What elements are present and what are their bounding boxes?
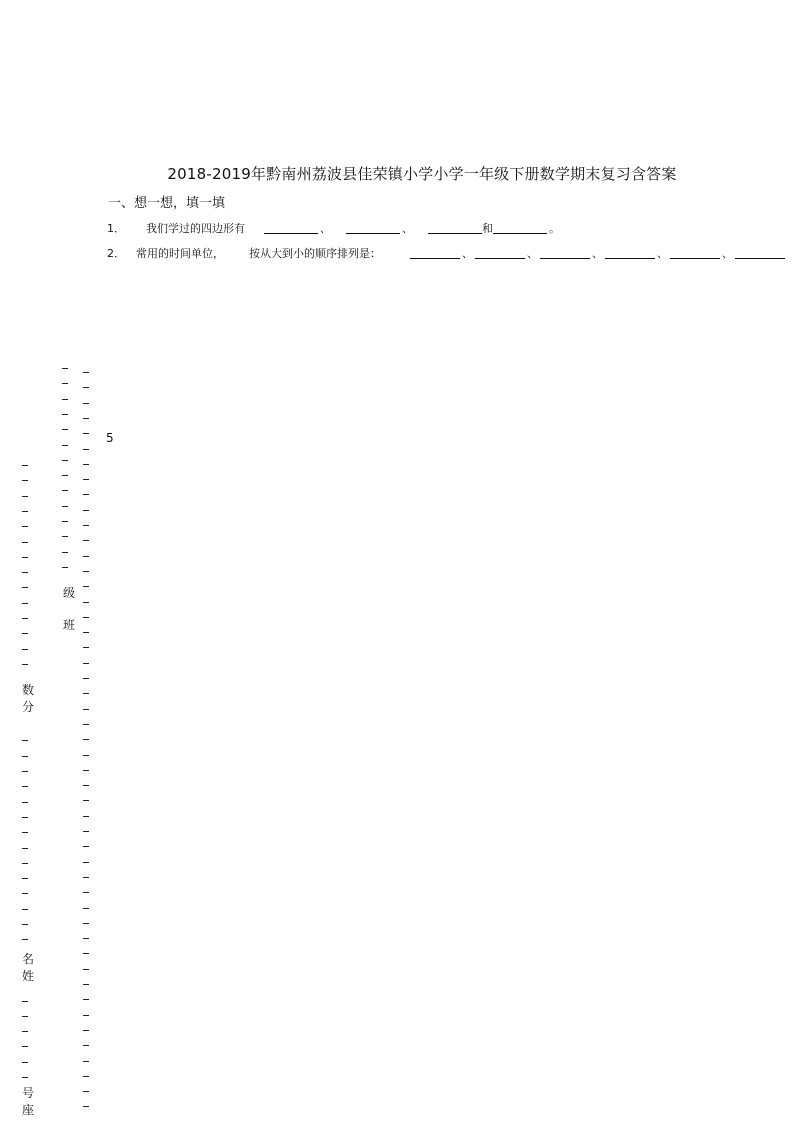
binding-dash [22, 572, 28, 573]
binding-dash [83, 449, 89, 450]
binding-dash [83, 862, 89, 863]
binding-dash [83, 1106, 89, 1107]
binding-dash [83, 571, 89, 572]
binding-dash [22, 618, 28, 619]
binding-dash [62, 536, 68, 537]
binding-dash [22, 1077, 28, 1078]
binding-dash [22, 664, 28, 665]
binding-dash [83, 372, 89, 373]
binding-dash [83, 953, 89, 954]
binding-dash [22, 603, 28, 604]
binding-dash [22, 557, 28, 558]
binding-dash [83, 433, 89, 434]
name-label-2: 姓 [22, 969, 35, 983]
binding-dash [83, 846, 89, 847]
binding-dash [83, 1030, 89, 1031]
question-text-2: 按从大到小的顺序排列是： [249, 247, 381, 260]
binding-dash [62, 567, 68, 568]
answer-blank[interactable] [410, 258, 460, 259]
binding-dash [22, 756, 28, 757]
binding-dash [62, 429, 68, 430]
score-label-2: 分 [22, 700, 35, 714]
question-text: 我们学过的四边形有 [146, 222, 245, 235]
binding-dash [22, 1046, 28, 1047]
binding-dash [22, 649, 28, 650]
binding-dash [83, 938, 89, 939]
binding-dash [83, 586, 89, 587]
binding-dash [83, 1045, 89, 1046]
binding-dash [83, 755, 89, 756]
binding-dash [22, 526, 28, 527]
binding-dash [83, 785, 89, 786]
binding-dash [83, 525, 89, 526]
binding-dash [83, 770, 89, 771]
binding-dash [83, 1061, 89, 1062]
binding-dash [22, 1031, 28, 1032]
binding-dash [83, 724, 89, 725]
answer-blank[interactable] [735, 258, 785, 259]
binding-dash [83, 1076, 89, 1077]
binding-dash [83, 403, 89, 404]
binding-dash [22, 542, 28, 543]
answer-blank[interactable] [493, 233, 547, 234]
binding-dash [83, 877, 89, 878]
binding-dash [22, 496, 28, 497]
answer-blank[interactable] [605, 258, 655, 259]
question-5-number: 5 [106, 431, 114, 445]
class-label-1: 级 [63, 586, 76, 600]
binding-dash [62, 552, 68, 553]
binding-dash [83, 800, 89, 801]
binding-dash [83, 923, 89, 924]
binding-dash [22, 1016, 28, 1017]
binding-dash [22, 863, 28, 864]
question-1: 1． 我们学过的四边形有 、 、 和 。 [107, 222, 560, 235]
binding-dash [22, 480, 28, 481]
binding-dash [83, 540, 89, 541]
binding-dash [83, 479, 89, 480]
binding-dash [83, 602, 89, 603]
question-number: 2． [107, 247, 125, 260]
binding-dash [83, 617, 89, 618]
binding-dash [83, 387, 89, 388]
binding-dash [83, 494, 89, 495]
name-label-1: 名 [22, 952, 35, 966]
binding-dash [22, 511, 28, 512]
binding-dash [22, 633, 28, 634]
page-title: 2018-2019年黔南州荔波县佳荣镇小学小学一年级下册数学期末复习含答案 [167, 165, 677, 183]
answer-blank[interactable] [346, 233, 400, 234]
binding-dash [22, 802, 28, 803]
score-label-1: 数 [22, 683, 35, 697]
binding-dash [83, 663, 89, 664]
binding-dash [83, 510, 89, 511]
answer-blank[interactable] [670, 258, 720, 259]
binding-dash [62, 506, 68, 507]
binding-dash [83, 693, 89, 694]
binding-dash [22, 909, 28, 910]
binding-dash [22, 771, 28, 772]
answer-blank[interactable] [540, 258, 590, 259]
binding-dash [22, 893, 28, 894]
binding-dash [22, 924, 28, 925]
binding-dash [83, 647, 89, 648]
seat-label-2: 座 [22, 1103, 35, 1117]
binding-dash [62, 490, 68, 491]
binding-dash [83, 999, 89, 1000]
section-heading: 一、想一想，填一填 [108, 196, 226, 211]
binding-dash [22, 939, 28, 940]
binding-dash [62, 521, 68, 522]
binding-dash [22, 817, 28, 818]
question-text: 常用的时间单位， [136, 247, 224, 260]
answer-blank[interactable] [264, 233, 318, 234]
seat-label-1: 号 [22, 1086, 35, 1100]
question-number: 1． [107, 222, 125, 235]
binding-dash [83, 418, 89, 419]
binding-dash [83, 908, 89, 909]
answer-blank[interactable] [475, 258, 525, 259]
binding-dash [22, 878, 28, 879]
binding-dash [62, 399, 68, 400]
binding-dash [22, 1062, 28, 1063]
binding-dash [83, 556, 89, 557]
class-label-2: 班 [63, 618, 76, 632]
binding-dash [22, 740, 28, 741]
binding-dash [83, 709, 89, 710]
binding-dash [62, 445, 68, 446]
binding-dash [83, 831, 89, 832]
binding-dash [83, 678, 89, 679]
binding-dash [83, 632, 89, 633]
binding-dash [62, 368, 68, 369]
binding-dash [62, 460, 68, 461]
binding-dash [83, 984, 89, 985]
binding-dash [83, 739, 89, 740]
binding-dash [22, 587, 28, 588]
answer-blank[interactable] [428, 233, 482, 234]
binding-dash [22, 465, 28, 466]
binding-dash [83, 816, 89, 817]
binding-dash [22, 1001, 28, 1002]
binding-dash [83, 892, 89, 893]
binding-dash [83, 969, 89, 970]
binding-dash [62, 383, 68, 384]
binding-dash [62, 475, 68, 476]
binding-dash [83, 1091, 89, 1092]
question-2: 2． 常用的时间单位， 按从大到小的顺序排列是： 、 、 、 、 、 [107, 247, 785, 261]
binding-dash [22, 848, 28, 849]
binding-dash [83, 1015, 89, 1016]
binding-dash [83, 464, 89, 465]
binding-dash [22, 832, 28, 833]
binding-dash [62, 414, 68, 415]
binding-dash [22, 786, 28, 787]
